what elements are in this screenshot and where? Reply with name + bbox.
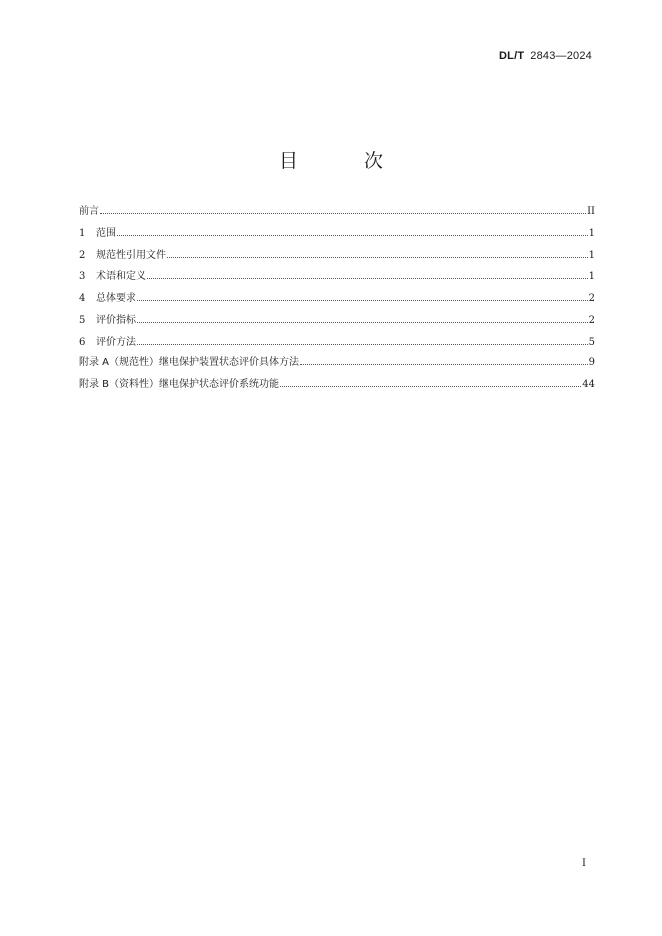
page-number: I xyxy=(582,858,586,869)
toc-entry-annex-a[interactable] xyxy=(79,357,595,379)
toc-entry-page: 9 xyxy=(588,356,595,368)
dot-leader xyxy=(137,344,588,345)
toc-entry-page: 1 xyxy=(588,271,595,283)
dot-leader xyxy=(280,386,581,387)
toc-entry-label: 附录 A（规范性）继电保护装置状态评价具体方法 xyxy=(79,356,300,368)
toc-entry-general-requirements[interactable] xyxy=(79,293,595,315)
toc-entry-terms[interactable] xyxy=(79,271,595,293)
dot-leader xyxy=(100,213,586,214)
table-of-contents xyxy=(79,206,595,400)
toc-entry-number: 3 xyxy=(79,271,86,283)
standard-number: 2843—2024 xyxy=(530,50,592,62)
toc-entry-page: 2 xyxy=(588,293,595,305)
toc-entry-evaluation-indicators[interactable] xyxy=(79,315,595,337)
toc-entry-label: 评价方法 xyxy=(96,336,136,348)
toc-entry-evaluation-methods[interactable] xyxy=(79,337,595,357)
toc-entry-label: 附录 B（资料性）继电保护状态评价系统功能 xyxy=(79,378,280,390)
toc-entry-number: 2 xyxy=(79,249,86,261)
toc-entry-foreword[interactable] xyxy=(79,206,595,228)
toc-entry-label: 规范性引用文件 xyxy=(96,249,166,261)
toc-entry-label: 术语和定义 xyxy=(96,271,146,283)
toc-entry-label: 范围 xyxy=(96,227,116,239)
dot-leader xyxy=(300,364,588,365)
toc-entry-page: 5 xyxy=(588,336,595,348)
dot-leader xyxy=(137,300,588,301)
toc-entry-number: 6 xyxy=(79,336,86,348)
toc-entry-page: 44 xyxy=(582,378,595,390)
toc-entry-label: 前言 xyxy=(79,206,99,217)
toc-entry-scope[interactable] xyxy=(79,228,595,250)
dot-leader xyxy=(167,257,588,258)
standard-code xyxy=(499,50,592,62)
toc-entry-annex-b[interactable] xyxy=(79,379,595,401)
toc-entry-page: 1 xyxy=(588,227,595,239)
dot-leader xyxy=(137,322,588,323)
toc-entry-label: 评价指标 xyxy=(96,314,136,326)
dot-leader xyxy=(117,235,588,236)
toc-entry-number: 5 xyxy=(79,314,86,326)
toc-entry-number: 1 xyxy=(79,227,86,239)
toc-entry-label: 总体要求 xyxy=(96,293,136,305)
toc-entry-number: 4 xyxy=(79,293,86,305)
toc-entry-normative-references[interactable] xyxy=(79,250,595,272)
toc-title: 目 次 xyxy=(278,150,414,172)
toc-entry-page: 1 xyxy=(588,249,595,261)
dot-leader xyxy=(147,278,588,279)
toc-entry-page: II xyxy=(587,206,595,217)
standard-prefix: DL/T xyxy=(499,50,525,62)
toc-entry-page: 2 xyxy=(588,314,595,326)
